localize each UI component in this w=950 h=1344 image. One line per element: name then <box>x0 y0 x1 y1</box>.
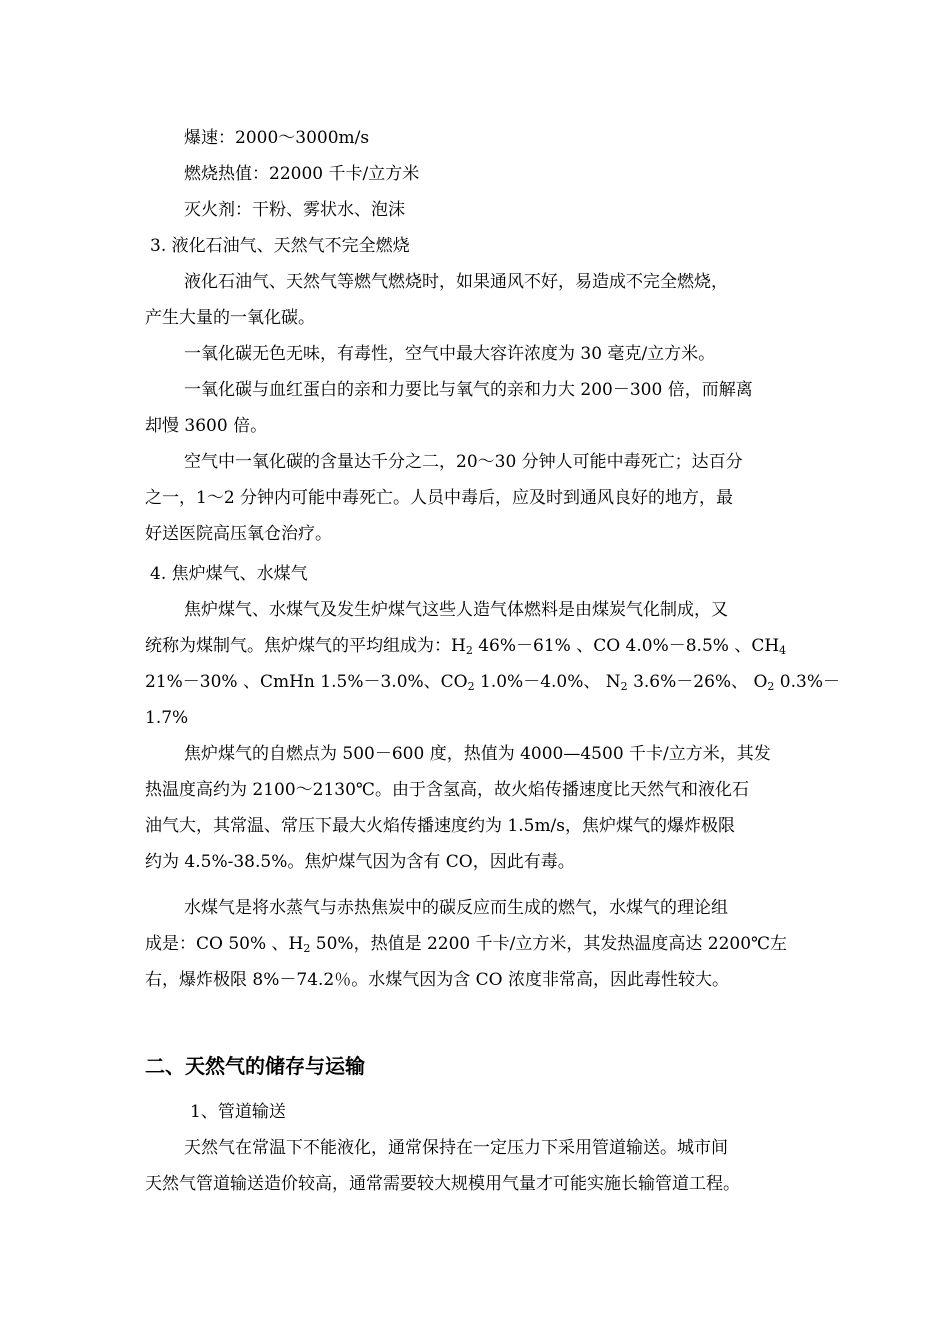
lpg-detonation-speed: 爆速：2000～3000m/s <box>184 128 370 148</box>
paragraph-line: 右，爆炸极限 8%－74.2％。水煤气因为含 CO 浓度非常高，因此毒性较大。 <box>145 970 729 990</box>
paragraph-line: 焦炉煤气的自燃点为 500－600 度，热值为 4000—4500 千卡/立方米，其发 <box>184 744 771 764</box>
section-3-heading: 3. 液化石油气、天然气不完全燃烧 <box>150 236 410 256</box>
lpg-extinguisher: 灭火剂：干粉、雾状水、泡沫 <box>184 200 405 220</box>
paragraph-line: 产生大量的一氧化碳。 <box>145 308 315 328</box>
paragraph-line: 1.7% <box>145 708 189 728</box>
paragraph-line: 天然气管道输送造价较高，通常需要较大规模用气量才可能实施长输管道工程。 <box>145 1174 740 1194</box>
paragraph-line: 油气大，其常温、常压下最大火焰传播速度约为 1.5m/s，焦炉煤气的爆炸极限 <box>145 816 736 836</box>
paragraph-line: 焦炉煤气、水煤气及发生炉煤气这些人造气体燃料是由煤炭气化制成，又 <box>184 600 728 620</box>
paragraph-line: 成是：CO 50% 、$H_2$ 50%，热值是 2200 千卡/立方米，其发热温度高达 2200℃左 <box>145 934 788 955</box>
paragraph-line: 液化石油气、天然气等燃气燃烧时，如果通风不好，易造成不完全燃烧， <box>184 272 728 292</box>
paragraph-line: 却慢 3600 倍。 <box>145 416 268 436</box>
paragraph-line: 统称为煤制气。焦炉煤气的平均组成为：$H_2$ 46%－61% 、CO 4.0%－8.5% 、$CH_4$ <box>145 636 787 657</box>
paragraph-line: 好送医院高压氧仓治疗。 <box>145 524 332 544</box>
paragraph-line: 水煤气是将水蒸气与赤热焦炭中的碳反应而生成的燃气，水煤气的理论组 <box>184 898 728 918</box>
paragraph-line: 一氧化碳无色无味，有毒性，空气中最大容许浓度为 30 毫克/立方米。 <box>184 344 716 364</box>
paragraph-line: 空气中一氧化碳的含量达千分之二，20～30 分钟人可能中毒死亡；达百分 <box>184 452 743 472</box>
lpg-heat-value: 燃烧热值：22000 千卡/立方米 <box>184 164 420 184</box>
paragraph-line: 之一，1～2 分钟内可能中毒死亡。人员中毒后，应及时到通风良好的地方，最 <box>145 488 734 508</box>
paragraph-line: 一氧化碳与血红蛋白的亲和力要比与氧气的亲和力大 200－300 倍，而解离 <box>184 380 753 400</box>
section-4-heading: 4. 焦炉煤气、水煤气 <box>150 564 308 584</box>
paragraph-line: 21%－30% 、CmHn 1.5%－3.0%、$CO_2$ 1.0%－4.0%、 $N_2$ 3.6%－26%、 $O_2$ 0.3%－ <box>145 672 840 693</box>
paragraph-line: 约为 4.5%-38.5%。焦炉煤气因为含有 CO，因此有毒。 <box>145 852 575 872</box>
paragraph-line: 天然气在常温下不能液化，通常保持在一定压力下采用管道输送。城市间 <box>184 1138 728 1158</box>
subsection-pipeline-heading: 1、管道输送 <box>190 1102 286 1122</box>
paragraph-line: 热温度高约为 2100～2130℃。由于含氢高，故火焰传播速度比天然气和液化石 <box>145 780 749 800</box>
chapter-2-heading: 二、天然气的储存与运输 <box>145 1054 365 1078</box>
